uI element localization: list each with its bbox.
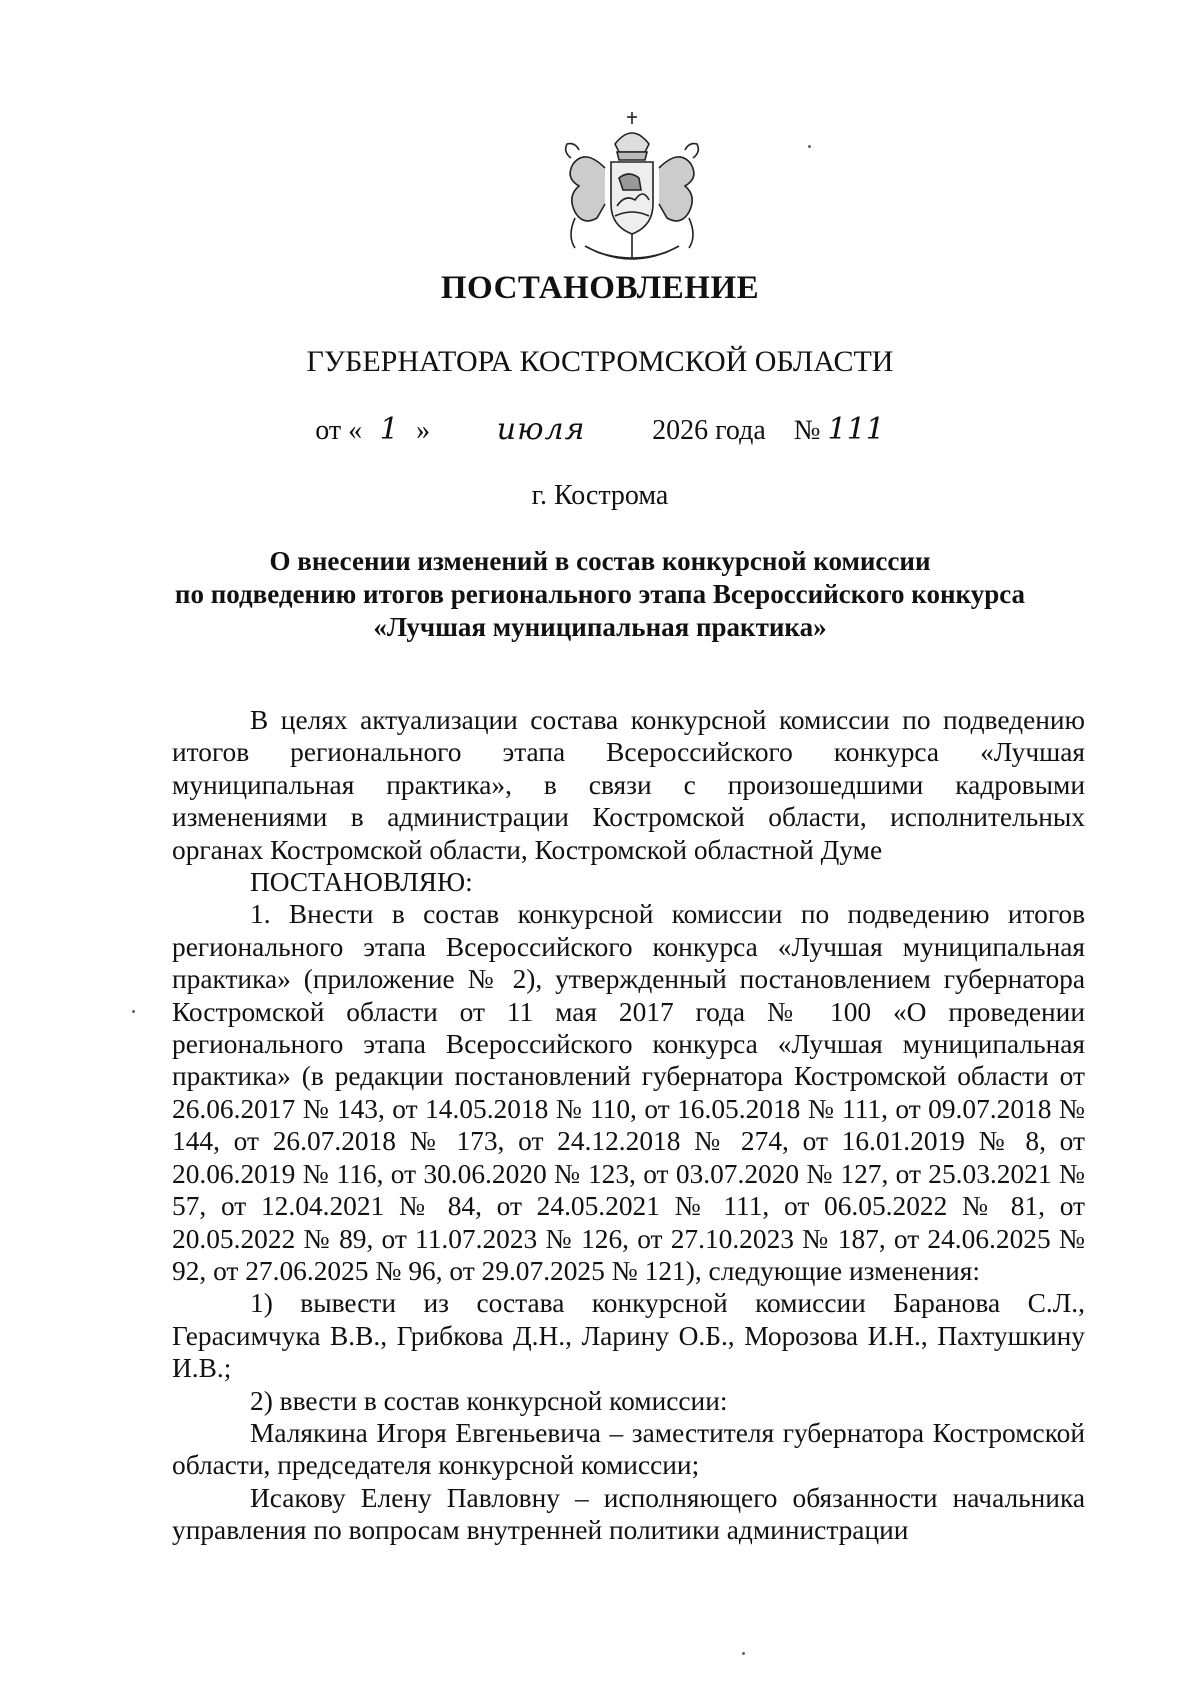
date-number-line — [0, 412, 1200, 447]
handwritten-number: 111 — [827, 412, 885, 447]
resolve-heading: ПОСТАНОВЛЯЮ: — [250, 867, 473, 898]
item-1-paragraph: 1. Внести в состав конкурсной комиссии по подведению итогов регионального этапа Всероссийского конкурса «Лучшая муниципальная практика» (приложение № 2), утвержденный постановлением губернатора Костромской области от 11 мая 2017 года № 100 «О проведении регионального этапа Всероссийского конкурса «Лучшая муниципальная практика» (в редакции постановлений губернатора Костромской области от 26.06.2017 № 143, от 14.05.2018 № 110, от 16.05.2018 № 111, от 09.07.2018 № 144, от 26.07.2018 № 173, от 24.12.2018 № 274, от 16.01.2019 № 8, от 20.06.2019 № 116, от 30.06.2020 № 123, от 03.07.2020 № 127, от 25.03.2021 № 57, от 12.04.2021 № 84, от 24.05.2021 № 111, от 06.05.2022 № 81, от 20.05.2022 № 89, от 11.07.2023 № 126, от 27.10.2023 № 187, от 24.06.2025 № 92, от 27.06.2025 № 96, от 29.07.2025 № 121), следующие изменения: — [172, 899, 1085, 1286]
date-close-quote: » — [416, 415, 431, 446]
document-body — [172, 704, 1085, 1547]
handwritten-day: 1 — [379, 412, 399, 447]
handwritten-month: июля — [496, 412, 586, 447]
scan-speck — [132, 1010, 135, 1013]
member-1-paragraph: Малякина Игоря Евгеньевича – заместителя губернатора Костромской области, председателя конкурсной комиссии; — [172, 1417, 1085, 1481]
coat-of-arms-icon — [545, 108, 719, 272]
scan-speck — [742, 1652, 745, 1655]
document-subject — [0, 545, 1200, 644]
scan-speck — [808, 145, 811, 148]
subject-line-3: «Лучшая муниципальная практика» — [373, 612, 827, 642]
number-sign: № — [793, 415, 821, 446]
item-1-1-paragraph: 1) вывести из состава конкурсной комиссии Баранова С.Л., Герасимчука В.В., Грибкова Д.Н., Ларину О.Б., Морозова И.Н., Пахтушкину И.В.; — [172, 1288, 1085, 1384]
date-year: 2026 года — [652, 415, 766, 446]
date-prefix: от « — [315, 415, 363, 446]
item-1-2-paragraph: 2) ввести в состав конкурсной комиссии: — [250, 1385, 728, 1416]
subject-line-2: по подведению итогов регионального этапа Всероссийского конкурса — [174, 579, 1026, 609]
subject-line-1: О внесении изменений в состав конкурсной комиссии — [269, 546, 931, 576]
document-type: ПОСТАНОВЛЕНИЕ — [440, 270, 760, 306]
preamble-paragraph: В целях актуализации состава конкурсной комиссии по подведению итогов регионального этапа Всероссийского конкурса «Лучшая муниципальная практика», в связи с произошедшими кадровыми изменениями в администрации Костромской области, исполнительных органах Костромской области, Костромской областной Думе — [172, 705, 1085, 865]
issuer: ГУБЕРНАТОРА КОСТРОМСКОЙ ОБЛАСТИ — [306, 345, 894, 378]
city: г. Кострома — [531, 480, 669, 511]
member-2-paragraph: Исакову Елену Павловну – исполняющего обязанности начальника управления по вопросам внутренней политики администрации — [172, 1482, 1085, 1546]
